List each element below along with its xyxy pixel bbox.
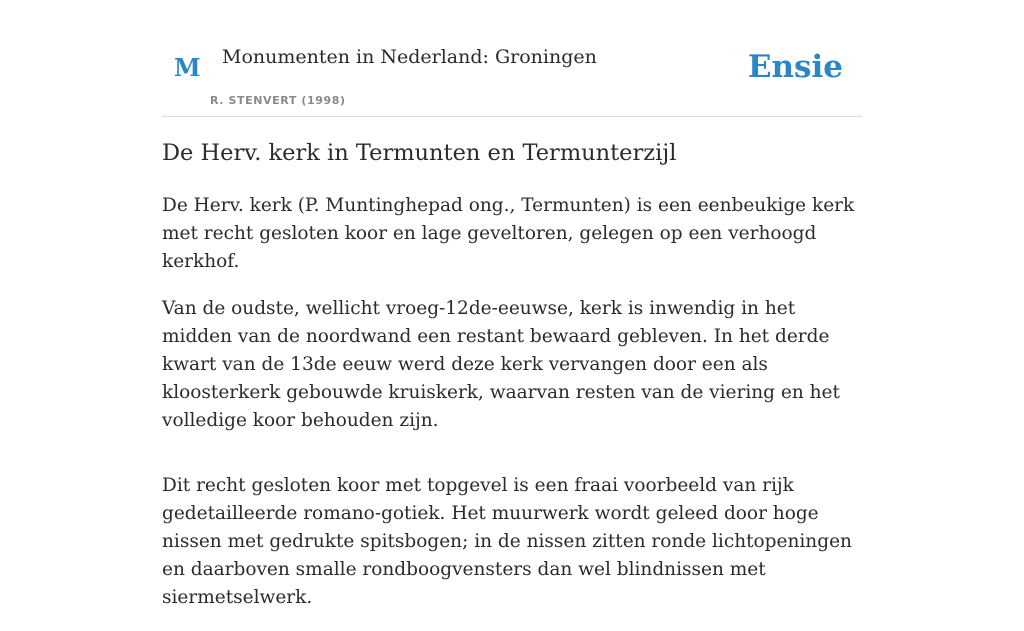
paragraph: Van de oudste, wellicht vroeg-12de-eeuwse, kerk is inwendig in het midden van de noordwand een restant bewaard gebleven. In het derde kwart van de 13de eeuw werd deze kerk vervangen door een als kloosterkerk gebouwde kruiskerk, waarvan resten van de viering en het volledige koor behouden zijn. — [162, 298, 840, 431]
book-header — [162, 0, 862, 117]
content-column — [162, 0, 862, 608]
article-title: De Herv. kerk in Termunten en Termunterzijl — [162, 140, 677, 166]
ensie-logo[interactable]: Ensie — [747, 49, 843, 85]
article-body — [162, 192, 862, 631]
paragraph: Dit recht gesloten koor met topgevel is een fraai voorbeeld van rijk gedetailleerde romano-gotiek. Het muurwerk wordt geleed door hoge nissen met gedrukte spitsbogen; in de nissen zitten ronde lichtopeningen en daarboven smalle rondboogvensters dan wel blindnissen met siermetselwerk. — [162, 475, 852, 608]
book-author: R. STENVERT (1998) — [210, 94, 346, 107]
book-title[interactable]: Monumenten in Nederland: Groningen — [222, 46, 597, 68]
book-logo[interactable]: M — [174, 53, 201, 82]
paragraph: De Herv. kerk (P. Muntinghepad ong., Termunten) is een eenbeukige kerk met recht gesloten koor en lage geveltoren, gelegen op een verhoogd kerkhof. — [162, 195, 855, 272]
